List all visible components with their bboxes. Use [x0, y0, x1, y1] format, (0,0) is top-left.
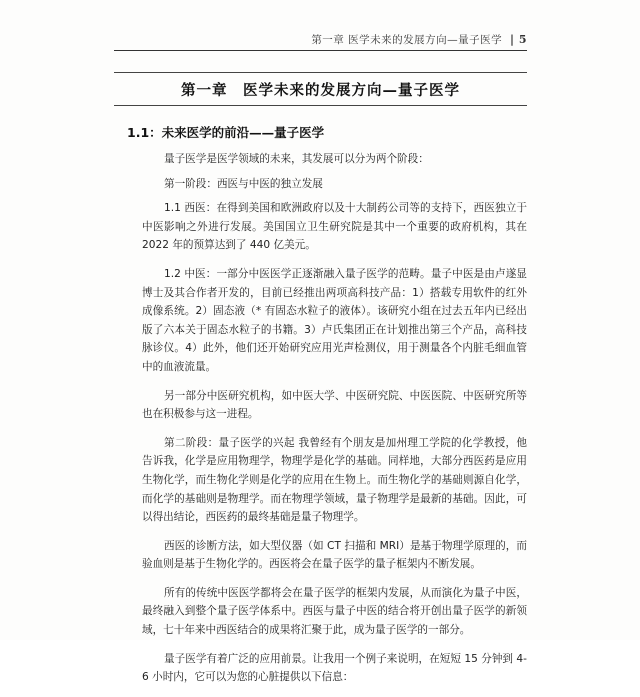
paragraph: 量子医学有着广泛的应用前景。让我用一个例子来说明，在短短 15 分钟到 4-6 小时内，它可以为您的心脏提供以下信息： [142, 652, 527, 684]
body-text [142, 150, 527, 697]
paragraph: 量子医学是医学领域的未来，其发展可以分为两个阶段： [164, 153, 429, 165]
paragraph: 西医的诊断方法，如大型仪器（如 CT 扫描和 MRI）是基于物理学原理的，而验血则是基于生物化学的。西医将会在量子医学的量子框架内不断发展。 [142, 539, 527, 571]
section-title: 1.1：未来医学的前沿——量子医学 [127, 125, 325, 140]
paragraph: 1.2 中医：一部分中医医学正逐渐融入量子医学的范畴。量子中医是由卢遂显博士及其合作者开发的，目前已经推出两项高科技产品：1）搭载专用软件的红外成像系统。2）固态液（* 有固态水粒子的液体）。该研究小组在过去五年内已经出版了六本关于固态水粒子的书籍。3）卢氏集团正在计划推出第三个产品，高科技脉诊仪。4）此外，他们还开始研究应用光声检测仪，用于测量各个内脏毛细血管中的血液流量。 [142, 267, 527, 373]
page-number: | 5 [510, 33, 527, 46]
paragraph: 另一部分中医研究机构，如中医大学、中医研究院、中医医院、中医研究所等也在积极参与这一进程。 [142, 389, 527, 421]
running-head [114, 32, 527, 51]
paragraph: 第二阶段：量子医学的兴起 我曾经有个朋友是加州理工学院的化学教授，他告诉我，化学是应用物理学，物理学是化学的基础。同样地，大部分西医药是应用生物化学，而生物化学则是化学的应用在生物上。而生物化学的基础则源自化学，而化学的基础则是物理学。而在物理学领域，量子物理学是最新的基础。因此，可以得出结论，西医药的最终基础是量子物理学。 [142, 436, 527, 524]
paragraph: 所有的传统中医医学都将会在量子医学的框架内发展，从而演化为量子中医，最终融入到整个量子医学体系中。西医与量子中医的结合将开创出量子医学的新领域，七十年来中西医结合的成果将汇聚于此，成为量子医学的一部分。 [142, 586, 527, 637]
chapter-title: 第一章 医学未来的发展方向—量子医学 [114, 72, 527, 106]
paragraph: 1.1 西医：在得到美国和欧洲政府以及十大制药公司等的支持下，西医独立于中医影响之外进行发展。美国国立卫生研究院是其中一个重要的政府机构，其在 2022 年的预算达到了 440 亿美元。 [142, 202, 527, 252]
running-head-text: 第一章 医学未来的发展方向—量子医学 [311, 34, 503, 46]
paragraph: 第一阶段：西医与中医的独立发展 [164, 177, 323, 190]
